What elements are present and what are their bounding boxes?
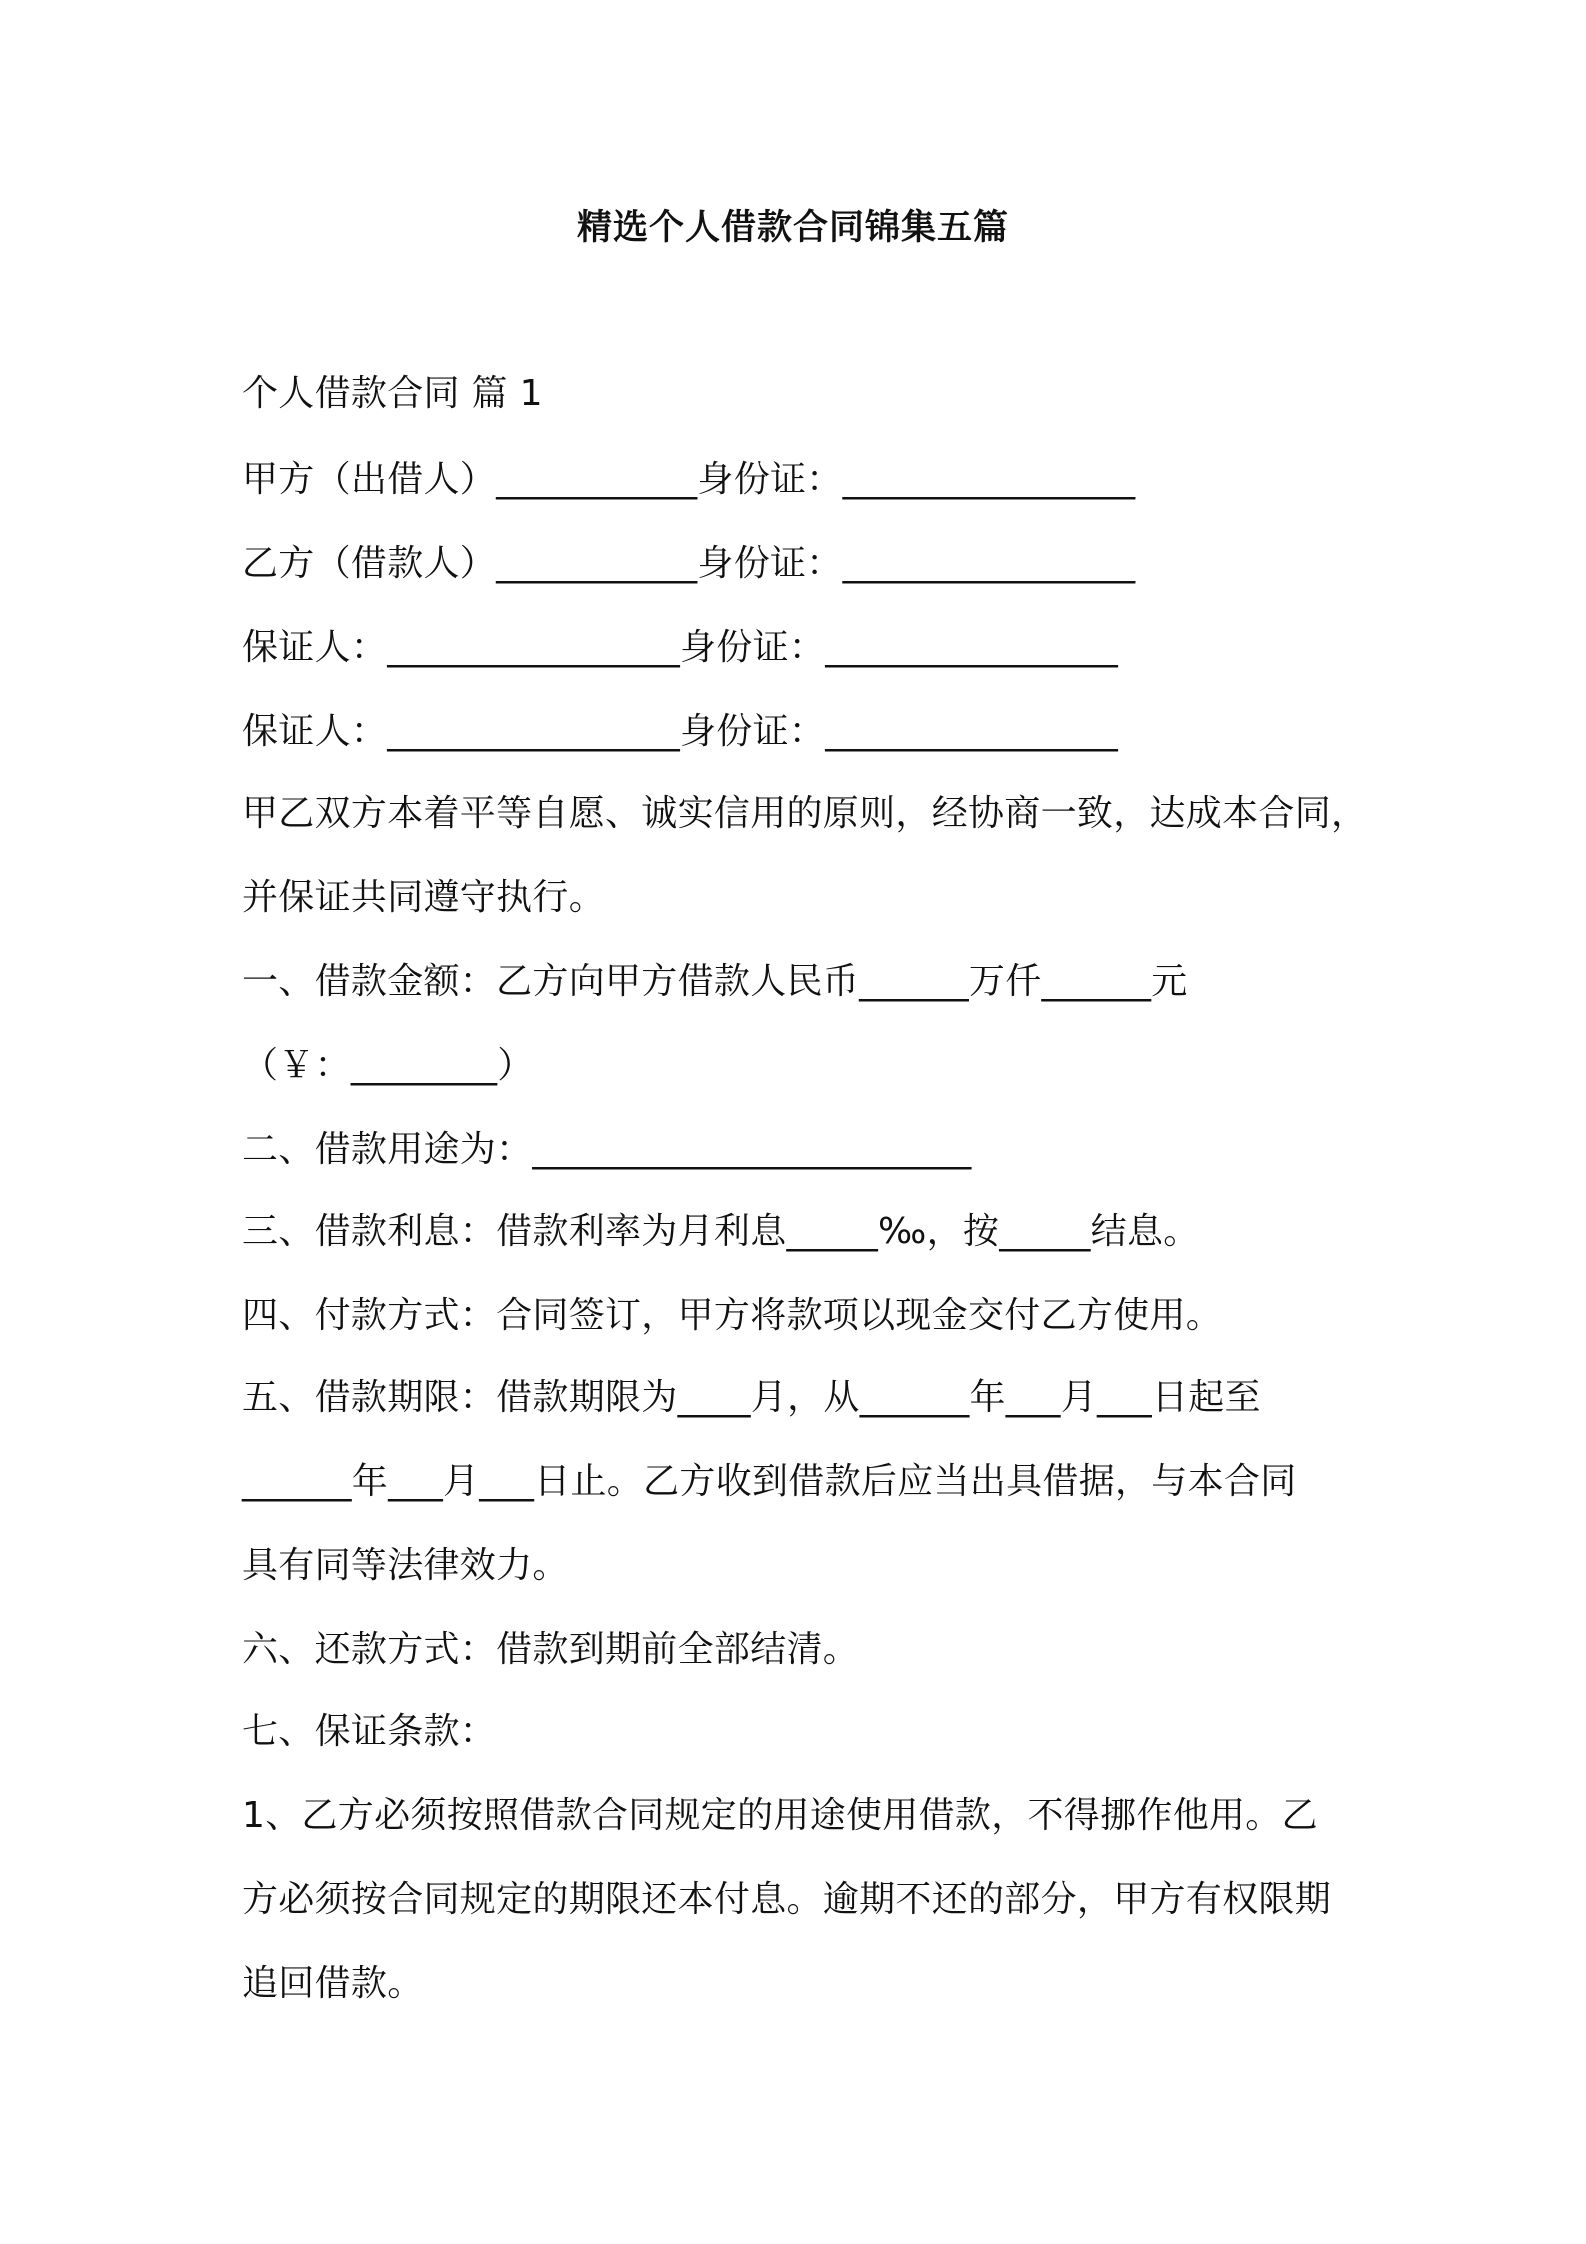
party-line-lender: 甲方（出借人）___________身份证：________________ <box>242 459 1136 500</box>
clause-loan-term-cont-2: 具有同等法律效力。 <box>242 1545 569 1586</box>
guarantee-item-1-line-3: 追回借款。 <box>242 1963 424 2004</box>
intro-line-2: 并保证共同遵守执行。 <box>242 877 606 918</box>
clause-guarantee-heading: 七、保证条款： <box>242 1711 497 1752</box>
guarantee-item-1-line-1: 1、乙方必须按照借款合同规定的用途使用借款，不得挪作他用。乙 <box>242 1795 1318 1836</box>
party-line-borrower: 乙方（借款人）___________身份证：________________ <box>242 543 1136 584</box>
document-title: 精选个人借款合同锦集五篇 <box>576 208 1009 248</box>
clause-repayment-method: 六、还款方式：借款到期前全部结清。 <box>242 1629 860 1670</box>
clause-loan-purpose: 二、借款用途为：________________________ <box>242 1129 972 1170</box>
clause-loan-amount-rmb: （￥：________） <box>242 1045 534 1086</box>
clause-loan-amount: 一、借款金额：乙方向甲方借款人民币______万仟______元 <box>242 961 1188 1002</box>
party-line-guarantor-2: 保证人：________________身份证：________________ <box>242 711 1118 752</box>
guarantee-item-1-line-2: 方必须按合同规定的期限还本付息。逾期不还的部分，甲方有权限期 <box>242 1879 1332 1920</box>
clause-loan-term: 五、借款期限：借款期限为____月，从______年___月___日起至 <box>242 1377 1261 1418</box>
clause-payment-method: 四、付款方式：合同签订，甲方将款项以现金交付乙方使用。 <box>242 1295 1223 1336</box>
section-heading: 个人借款合同 篇 1 <box>242 373 543 414</box>
party-line-guarantor-1: 保证人：________________身份证：________________ <box>242 627 1118 668</box>
intro-line-1: 甲乙双方本着平等自愿、诚实信用的原则，经协商一致，达成本合同， <box>242 793 1368 834</box>
clause-loan-term-cont-1: ______年___月___日止。乙方收到借款后应当出具借据，与本合同 <box>242 1461 1297 1502</box>
clause-loan-interest: 三、借款利息：借款利率为月利息_____‰，按_____结息。 <box>242 1211 1200 1252</box>
